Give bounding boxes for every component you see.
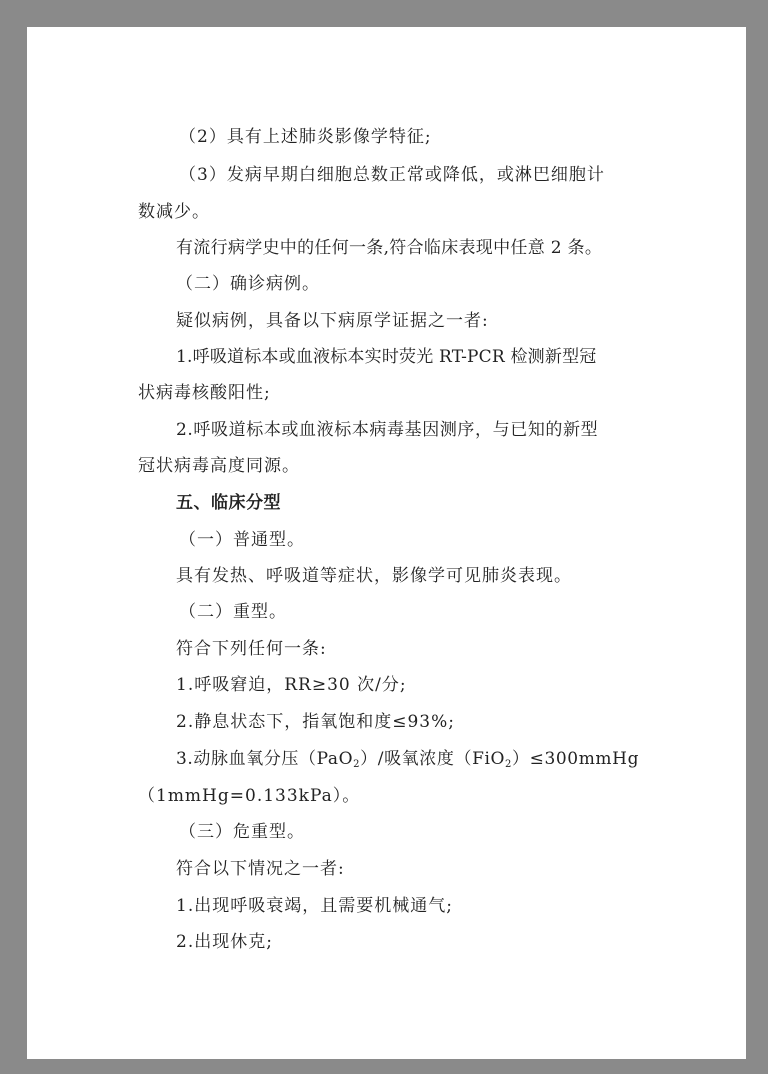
- text-line: 疑似病例，具备以下病原学证据之一者:: [176, 311, 489, 331]
- subscript: 2: [505, 759, 513, 770]
- text-line: 2.出现休克;: [176, 932, 273, 952]
- text-line: （2）具有上述肺炎影像学特征;: [179, 127, 432, 147]
- text-line: 1.出现呼吸衰竭，且需要机械通气;: [176, 896, 453, 916]
- formula-part: ）≤300mmHg: [512, 749, 640, 769]
- text-line: 有流行病学史中的任何一条,符合临床表现中任意 2 条。: [176, 238, 603, 258]
- text-line: 具有发热、呼吸道等症状，影像学可见肺炎表现。: [176, 566, 572, 586]
- text-line: 冠状病毒高度同源。: [138, 456, 300, 476]
- text-line: 符合下列任何一条:: [176, 639, 327, 659]
- formula-part: 3.动脉血氧分压（PaO: [176, 749, 354, 769]
- section-heading: （二）重型。: [179, 602, 287, 622]
- text-line: （3）发病早期白细胞总数正常或降低，或淋巴细胞计: [179, 165, 605, 185]
- text-line: [176, 749, 639, 769]
- section-heading: （一）普通型。: [179, 530, 305, 550]
- section-heading: （二）确诊病例。: [176, 274, 320, 294]
- text-line: （1mmHg=0.133kPa）。: [138, 786, 361, 806]
- document-page: [27, 27, 746, 1059]
- section-heading: （三）危重型。: [179, 822, 305, 842]
- section-title: 五、临床分型: [176, 493, 281, 513]
- text-line: 2.呼吸道标本或血液标本病毒基因测序，与已知的新型: [176, 420, 599, 440]
- formula-part: ）/吸氧浓度（FiO: [360, 749, 506, 769]
- text-line: 1.呼吸窘迫，RR≥30 次/分;: [176, 675, 407, 695]
- text-line: 数减少。: [138, 202, 210, 222]
- text-line: 符合以下情况之一者:: [176, 859, 345, 879]
- text-line: 1.呼吸道标本或血液标本实时荧光 RT-PCR 检测新型冠: [176, 347, 597, 367]
- text-line: 状病毒核酸阳性;: [138, 383, 271, 403]
- subscript: 2: [353, 759, 361, 770]
- text-line: 2.静息状态下，指氧饱和度≤93%;: [176, 712, 455, 732]
